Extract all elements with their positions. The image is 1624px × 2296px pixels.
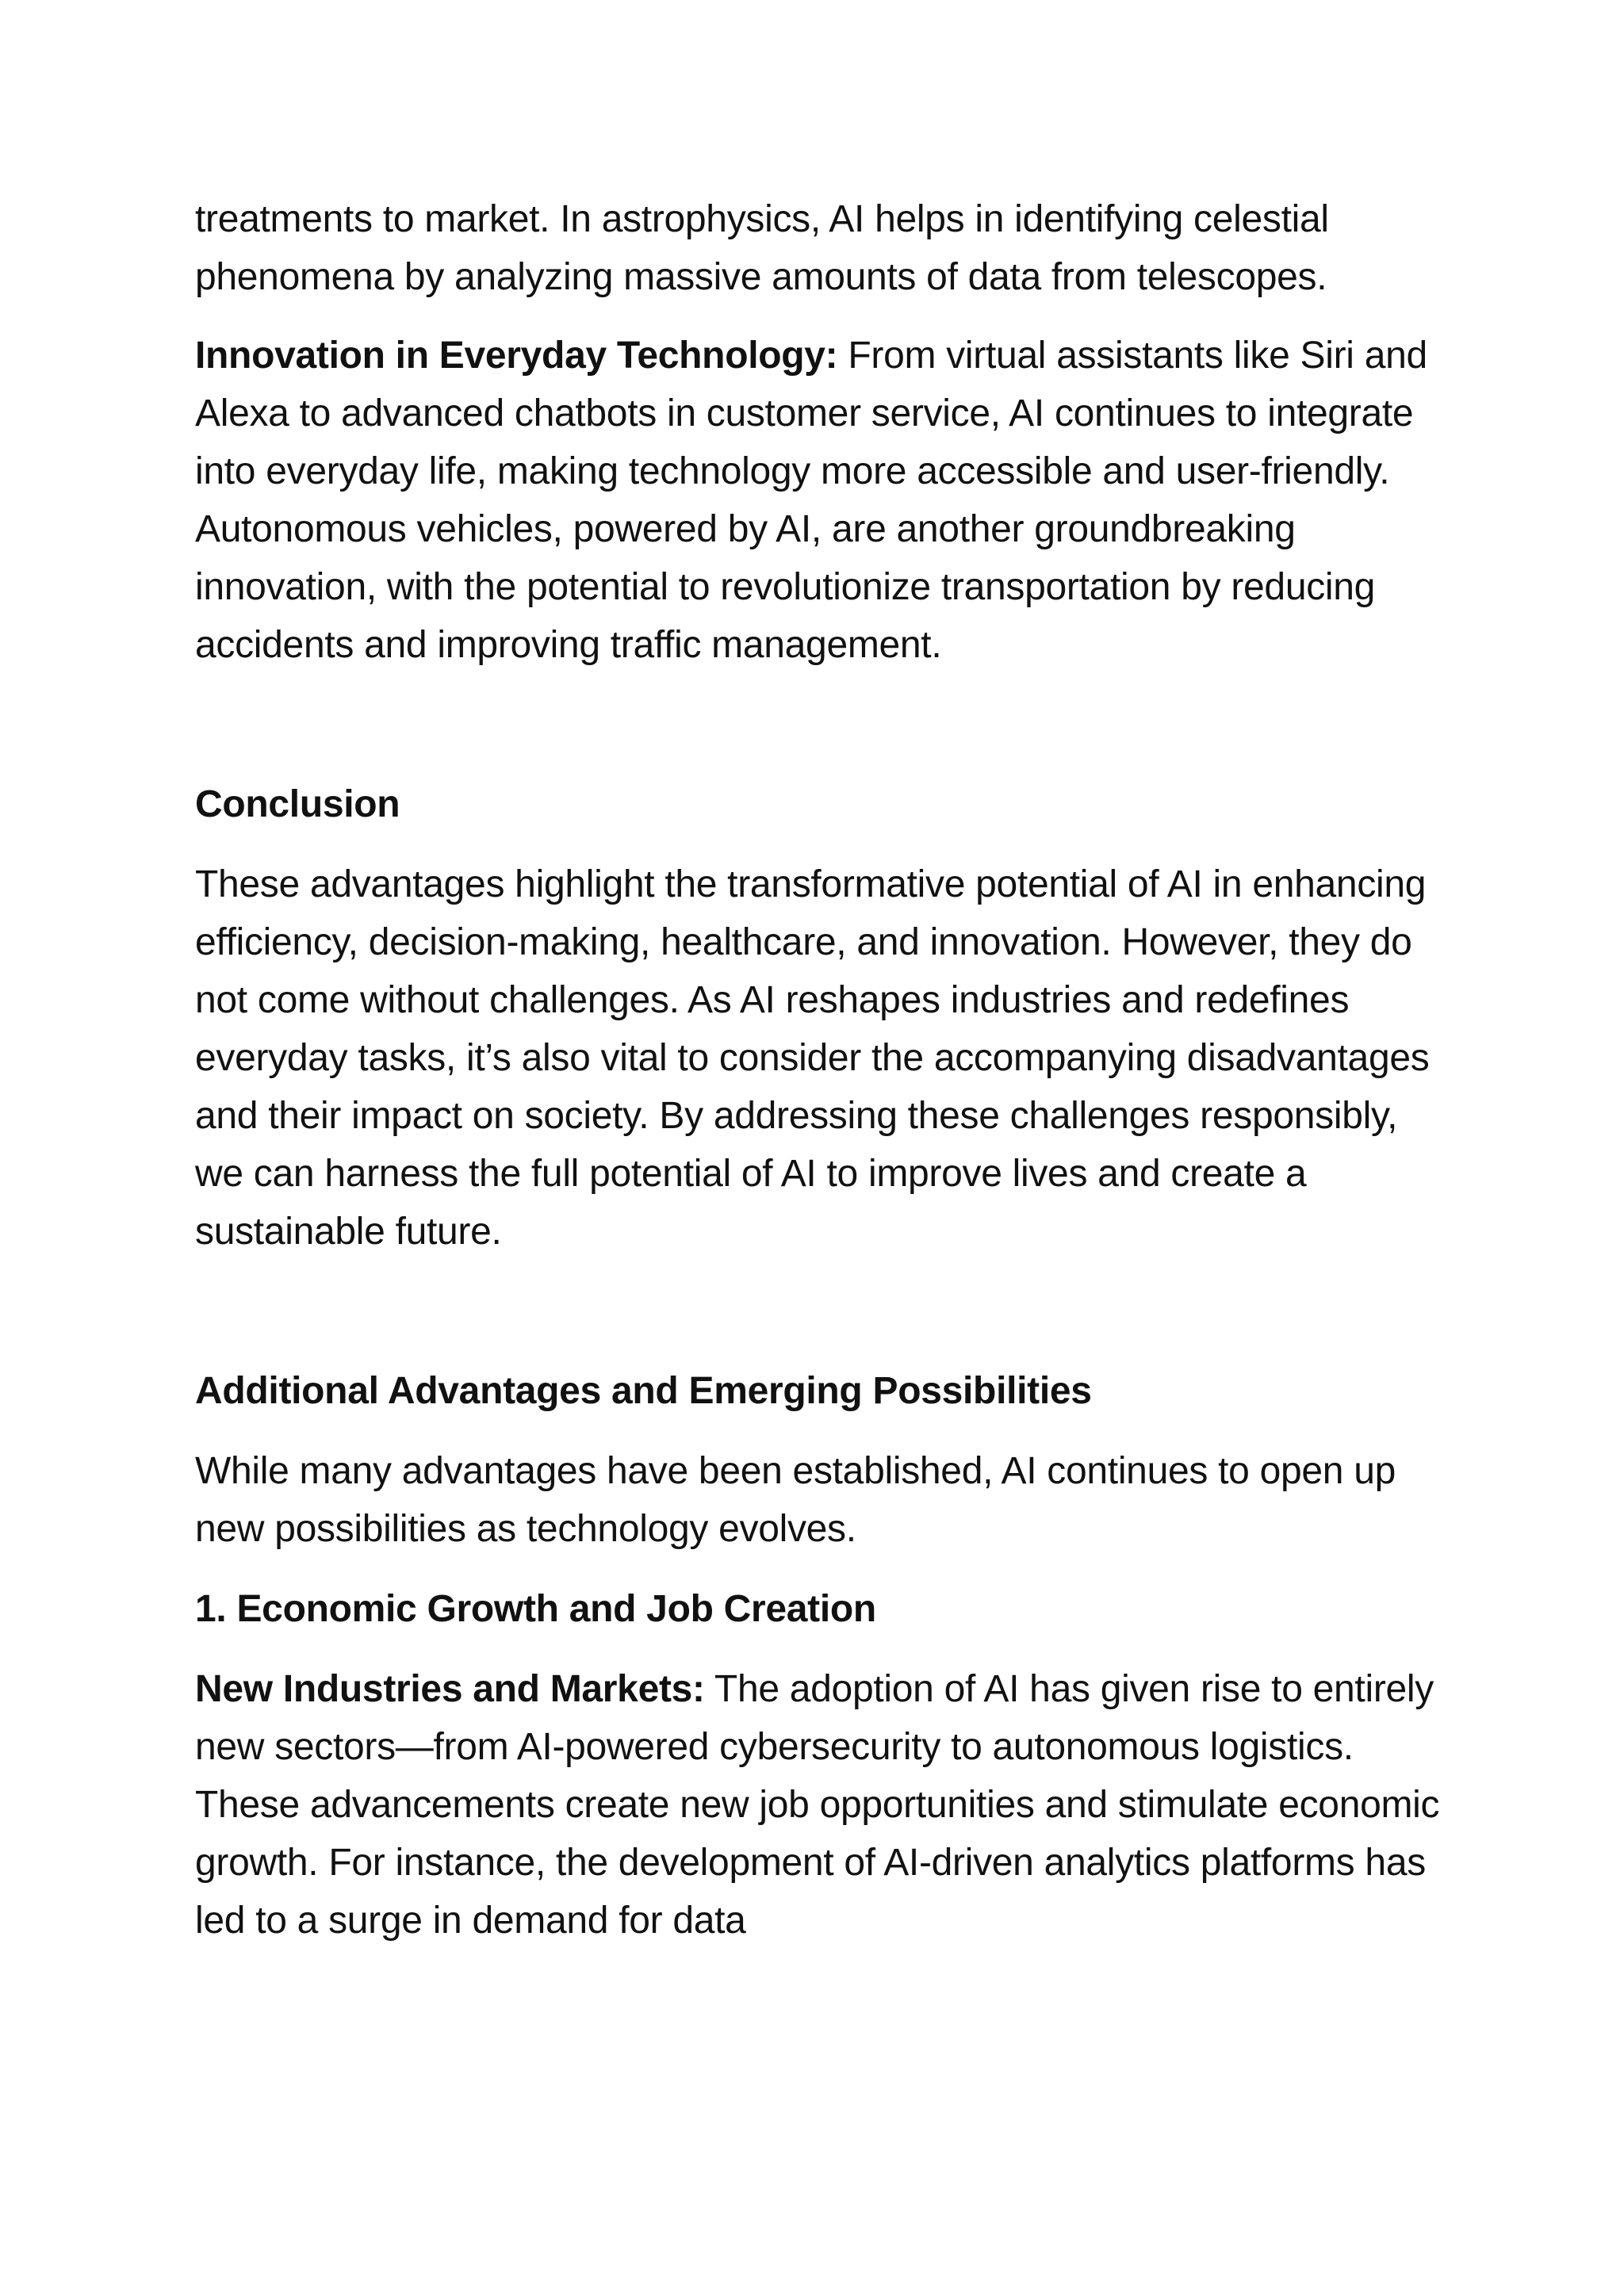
paragraph-everyday-technology — [195, 327, 1448, 674]
paragraph-text: treatments to market. In astrophysics, AI helps in identifying celestial phenomena by analyzing massive amounts of data from telescopes. — [195, 198, 1329, 298]
paragraph-astrophysics — [195, 190, 1448, 306]
paragraph-emerging-possibilities — [195, 1442, 1448, 1558]
paragraph-lead: New Industries and Markets: — [195, 1668, 705, 1710]
paragraph-text: While many advantages have been established, AI continues to open up new possibilities as technology evolves. — [195, 1450, 1396, 1550]
paragraph-text: From virtual assistants like Siri and Alexa to advanced chatbots in customer service, AI continues to integrate into everyday life, making technology more accessible and user-friendly. Autonomous vehicles, powered by AI, are another groundbreaking innovation, with the potential to revolutionize transportation by reducing accidents and improving traffic management. — [195, 335, 1427, 666]
section-economic-growth-heading: 1. Economic Growth and Job Creation — [195, 1588, 876, 1630]
paragraph-conclusion — [195, 855, 1448, 1261]
paragraph-lead: Innovation in Everyday Technology: — [195, 335, 838, 377]
paragraph-text: These advantages highlight the transformative potential of AI in enhancing efficiency, decision-making, healthcare, and innovation. However, they do not come without challenges. As AI reshapes industries and redefines everyday tasks, it’s also vital to consider the accompanying disadvantages and their impact on society. By addressing these challenges responsibly, we can harness the full potential of AI to improve lives and create a sustainable future. — [195, 863, 1430, 1253]
paragraph-text: The adoption of AI has given rise to entirely new sectors—from AI-powered cybersecurity to autonomous logistics. These advancements create new job opportunities and stimulate economic growth. For instance, the development of AI-driven analytics platforms has led to a surge in demand for data — [195, 1668, 1440, 1942]
additional-advantages-heading: Additional Advantages and Emerging Possibilities — [195, 1370, 1092, 1412]
paragraph-new-industries — [195, 1660, 1448, 1950]
conclusion-heading: Conclusion — [195, 783, 400, 825]
document-body — [195, 190, 1448, 1950]
